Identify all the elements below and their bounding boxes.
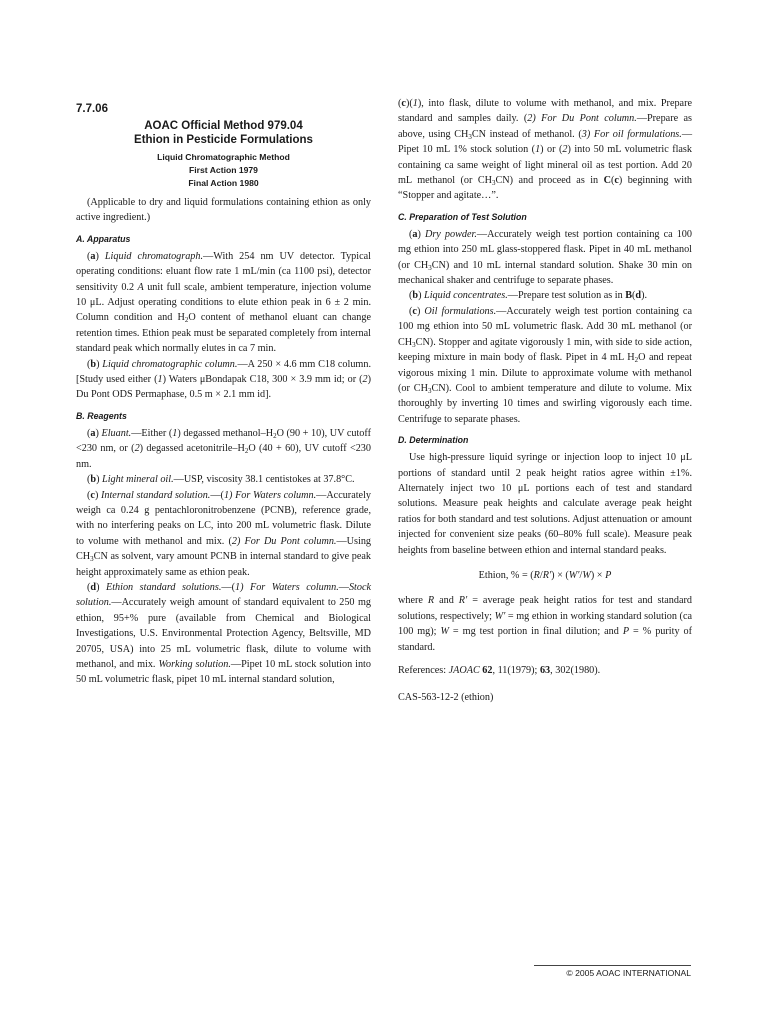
reagent-d-continued: (c)(1), into flask, dilute to volume with methanol, and mix. Prepare standard and samples daily. (2) For Du Pont column.—Prepare as above, using $CH_3CN$ instead of methanol. (3) For oil formulations.—Pipet 10 mL 1% stock solution (1) or (2) into 50 mL volumetric flask containing ca same weight of light mineral oil as test portion. Add 20 mL methanol (or $CH_3CN$) and proceed as in C(c) beginning with “Stopper and agitate…”. — [398, 98, 693, 202]
determination-text: Use high-pressure liquid syringe or injection loop to inject 10 μL portions of standard until 2 peak height ratios agree within ±1%. Alternately inject two 10 μL portions each of test and standard solutions. Measure peak heights and calculate average peak height ratios for both standard and test solutions. Adjust attenuation or amount injected for convenient size peaks (60–80% full scale). Measure peak heights from baseline between ethion and internal standard peaks. — [398, 452, 692, 556]
preparation-a: (a) Dry powder.—Accurately weigh test portion containing ca 100 mg ethion into 250 mL glass-stoppered flask. Pipet in 40 mL methanol (or $CH_3CN$) and 10 mL internal standard solution. Shake 30 min on mechanical shaker and centrifuge to separate phases. — [398, 228, 693, 287]
formula-definitions: where R and R′ = average peak height ratios for test and standard solutions, respectively; W′ = mg ethion in working standard solution (ca 100 mg); W = mg test portion in final dilution; and P = % purity of standard. — [398, 595, 692, 653]
left-column — [76, 96, 371, 688]
reagent-a: (a) Eluant.—Either (1) degassed methanol–$H_2O$ (90 + 10), UV cutoff <230 nm, or (2) degassed acetonitrile–$H_2O$ (40 + 60), UV cutoff <230 nm. — [76, 427, 371, 470]
heading-determination: D. Determination — [398, 435, 469, 446]
reagent-c: (c) Internal standard solution.—(1) For Waters column.—Accurately weigh ca 0.24 g pentachloronitrobenzene (PCNB), reference grade, with no interfering peaks on LC, into 200 mL volumetric flask. Dilute to volume with methanol and mix. (2) For Du Pont column.—Using $CH_3CN$ as solvent, vary amount PCNB in internal standard to give peak height approximately same as ethion peak. — [76, 489, 372, 578]
method-title: AOAC Official Method 979.04 — [144, 120, 303, 132]
apparatus-a: (a) Liquid chromatograph.—With 254 nm UV detector. Typical operating conditions: eluant flow rate 1 mL/min (ca 1100 psi), detector sensitivity 0.2 A unit full scale, ambient temperature, injection volume 10 μL. Adjust operating conditions to elute ethion peak in 6 ± 2 min. Column condition and $H_2O$ content of methanol eluant can change retention times. Ethion peak must be separated completely from internal standard peak which normally elutes in ca 7 min. — [76, 250, 371, 355]
cas-number: CAS-563-12-2 (ethion) — [398, 692, 494, 704]
first-action: First Action 1979 — [189, 165, 258, 175]
apparatus-b: (b) Liquid chromatographic column.—A 250 × 4.6 mm C18 column. [Study used either (1) Waters μBondapak C18, 300 × 3.9 mm id; or (2) Du Pont ODS Permaphase, 0.5 m × 2.1 mm id]. — [76, 358, 372, 401]
section-number: 7.7.06 — [76, 103, 108, 115]
final-action: Final Action 1980 — [188, 178, 259, 188]
heading-preparation: C. Preparation of Test Solution — [398, 211, 527, 222]
method-type: Liquid Chromatographic Method — [157, 152, 290, 162]
references: References: JAOAC 62, 11(1979); 63, 302(1980). — [398, 665, 601, 676]
method-subject: Ethion in Pesticide Formulations — [134, 134, 313, 146]
ethion-formula: Ethion, % = (R/R′) × (W′/W) × P — [478, 569, 612, 581]
footer-rule — [534, 965, 691, 966]
preparation-b: (b) Liquid concentrates.—Prepare test solution as in B(d). — [409, 290, 648, 302]
heading-reagents: B. Reagents — [76, 410, 127, 421]
reagent-b: (b) Light mineral oil.—USP, viscosity 38.1 centistokes at 37.8°C. — [87, 474, 355, 486]
heading-apparatus: A. Apparatus — [76, 233, 131, 244]
reagent-d: (d) Ethion standard solutions.—(1) For Waters column.—Stock solution.—Accurately weigh amount of standard equivalent to 250 mg ethion, 95+% pure (available from Chemical and Biological Investigations, U.S. Environmental Protection Agency, Beltsville, MD 20705, USA) into 25 mL volumetric flask, dilute to volume with methanol, and mix. Working solution.—Pipet 10 mL stock solution into 50 mL volumetric flask, pipet 10 mL internal standard solution, — [76, 581, 371, 686]
preparation-c: (c) Oil formulations.—Accurately weigh test portion containing ca 100 mg ethion into 50 mL volumetric flask. Add 30 mL methanol (or $CH_3CN$). Stopper and agitate vigorously 1 min, with side to side action, keeping mixture in main body of flask. Pipet in 4 mL $H_2O$ and repeat vigorous mixing 1 min. Dilute to approximate volume with methanol (or $CH_3CN$). Cool to ambient temperature and dilute to volume. Mix thoroughly by inverting 10 times and swirling vigorously each time. Centrifuge to separate phases. — [398, 305, 693, 425]
right-column — [398, 96, 692, 706]
applicability-note: (Applicable to dry and liquid formulations containing ethion as only active ingredient.) — [76, 197, 371, 224]
copyright-footer: © 2005 AOAC INTERNATIONAL — [566, 968, 691, 978]
